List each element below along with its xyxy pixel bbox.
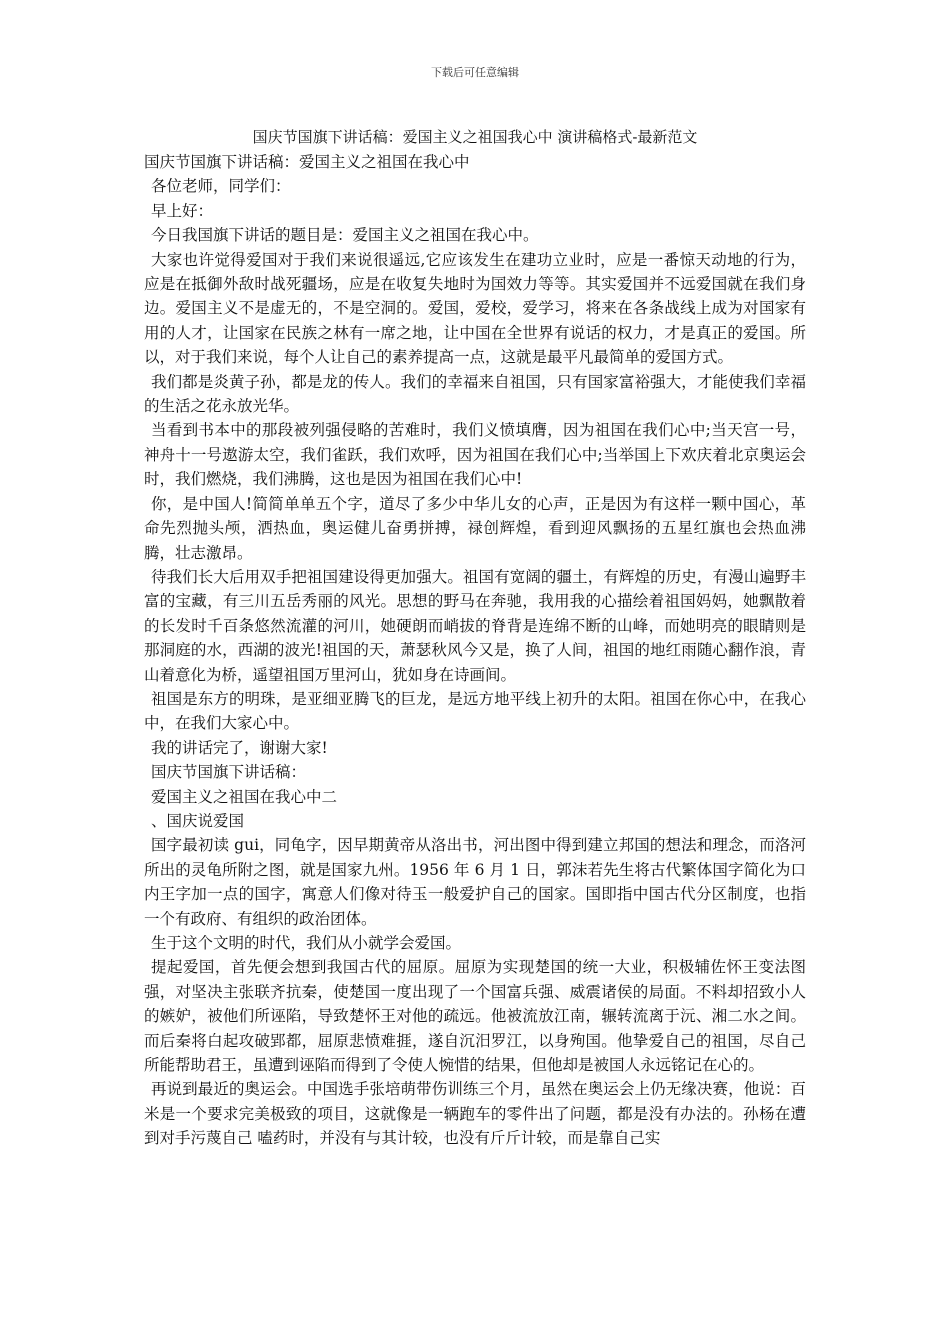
document-title: 国庆节国旗下讲话稿：爱国主义之祖国我心中 演讲稿格式-最新范文 <box>252 128 698 146</box>
paragraph: 我的讲话完了，谢谢大家! <box>150 738 328 757</box>
paragraph: 各位老师，同学们： <box>150 177 291 196</box>
paragraph: 再说到最近的奥运会。中国选手张培萌带伤训练三个月，虽然在奥运会上仍无缘决赛，他说：百米是一个要求完美极致的项目，这就像是一辆跑车的零件出了问题，都是没有办法的。孙杨在遭到对手污蔑自己 嗑药时，并没有与其计较，也没有斤斤计较，而是靠自己实 <box>144 1080 806 1148</box>
paragraph: 、国庆说爱国 <box>150 811 244 830</box>
paragraph: 大家也许觉得爱国对于我们来说很遥远,它应该发生在建功立业时，应是一番惊天动地的行为，应是在抵御外敌时战死疆场，应是在收复失地时为国效力等等。其实爱国并不远爱国就在我们身边。爱国主义不是虚无的，不是空洞的。爱国，爱校，爱学习，将来在各条战线上成为对国家有用的人才，让国家在民族之林有一席之地，让中国在全世界有说话的权力，才是真正的爱国。所以，对于我们来说，每个人让自己的素养提高一点，这就是最平凡最简单的爱国方式。 <box>144 250 806 367</box>
paragraph: 祖国是东方的明珠，是亚细亚腾飞的巨龙，是远方地平线上初升的太阳。祖国在你心中，在我心中，在我们大家心中。 <box>144 689 806 733</box>
paragraph: 提起爱国，首先便会想到我国古代的屈原。屈原为实现楚国的统一大业，积极辅佐怀王变法图强，对坚决主张联齐抗秦，使楚国一度出现了一个国富兵强、威震诸侯的局面。不料却招致小人的嫉妒，被他们所诬陷，导致楚怀王对他的疏远。他被流放江南，辗转流离于沅、湘二水之间。而后秦将白起攻破郢都，屈原悲愤难捱，遂自沉汨罗江，以身殉国。他挚爱自己的祖国，尽自己所能帮助君王，虽遭到诬陷而得到了令使人惋惜的结果，但他却是被国人永远铭记在心的。 <box>144 958 806 1075</box>
paragraph: 你，是中国人!简简单单五个字，道尽了多少中华儿女的心声，正是因为有这样一颗中国心，革命先烈抛头颅，洒热血，奥运健儿奋勇拼搏，禄创辉煌，看到迎风飘扬的五星红旗也会热血沸腾，壮志激昂。 <box>144 494 806 562</box>
paragraph: 国庆节国旗下讲话稿： <box>150 763 306 782</box>
paragraph: 爱国主义之祖国在我心中二 <box>150 787 337 806</box>
page-header: 下载后可任意编辑 <box>431 66 519 79</box>
paragraph: 早上好： <box>150 201 213 220</box>
paragraph: 待我们长大后用双手把祖国建设得更加强大。祖国有宽阔的疆土，有辉煌的历史，有漫山遍野丰富的宝藏，有三川五岳秀丽的风光。思想的野马在奔驰，我用我的心描绘着祖国妈妈，她飘散着的长发时千百条悠然流灌的河川，她硬朗而峭拔的脊背是连绵不断的山峰，而她明亮的眼睛则是那洞庭的水，西湖的波光!祖国的天，萧瑟秋风今又是，换了人间，祖国的地红雨随心翻作浪，青山着意化为桥，遥望祖国万里河山，犹如身在诗画间。 <box>144 567 806 684</box>
paragraph: 我们都是炎黄子孙，都是龙的传人。我们的幸福来自祖国，只有国家富裕强大，才能使我们幸福的生活之花永放光华。 <box>144 372 806 416</box>
paragraph: 生于这个文明的时代，我们从小就学会爱国。 <box>150 934 461 952</box>
paragraph: 国庆节国旗下讲话稿：爱国主义之祖国在我心中 <box>144 153 470 171</box>
paragraph: 国字最初读 gui，同龟字，因早期黄帝从洛出书，河出图中得到建立邦国的想法和理念，而洛河所出的灵龟所附之图，就是国家九州。1956 年 6 月 1 日，郭沫若先生将古代繁体国字简化为口内王字加一点的国字，寓意人们像对待玉一般爱护自己的国家。国即指中国古代分区制度，也指一个有政府、有组织的政治团体。 <box>144 836 806 928</box>
document-body <box>144 150 806 1151</box>
paragraph: 今日我国旗下讲话的题目是：爱国主义之祖国在我心中。 <box>150 226 539 245</box>
paragraph: 当看到书本中的那段被列强侵略的苦难时，我们义愤填膺，因为祖国在我们心中;当天宫一号，神舟十一号遨游太空，我们雀跃，我们欢呼，因为祖国在我们心中;当举国上下欢庆着北京奥运会时，我们燃烧，我们沸腾，这也是因为祖国在我们心中! <box>144 421 806 489</box>
